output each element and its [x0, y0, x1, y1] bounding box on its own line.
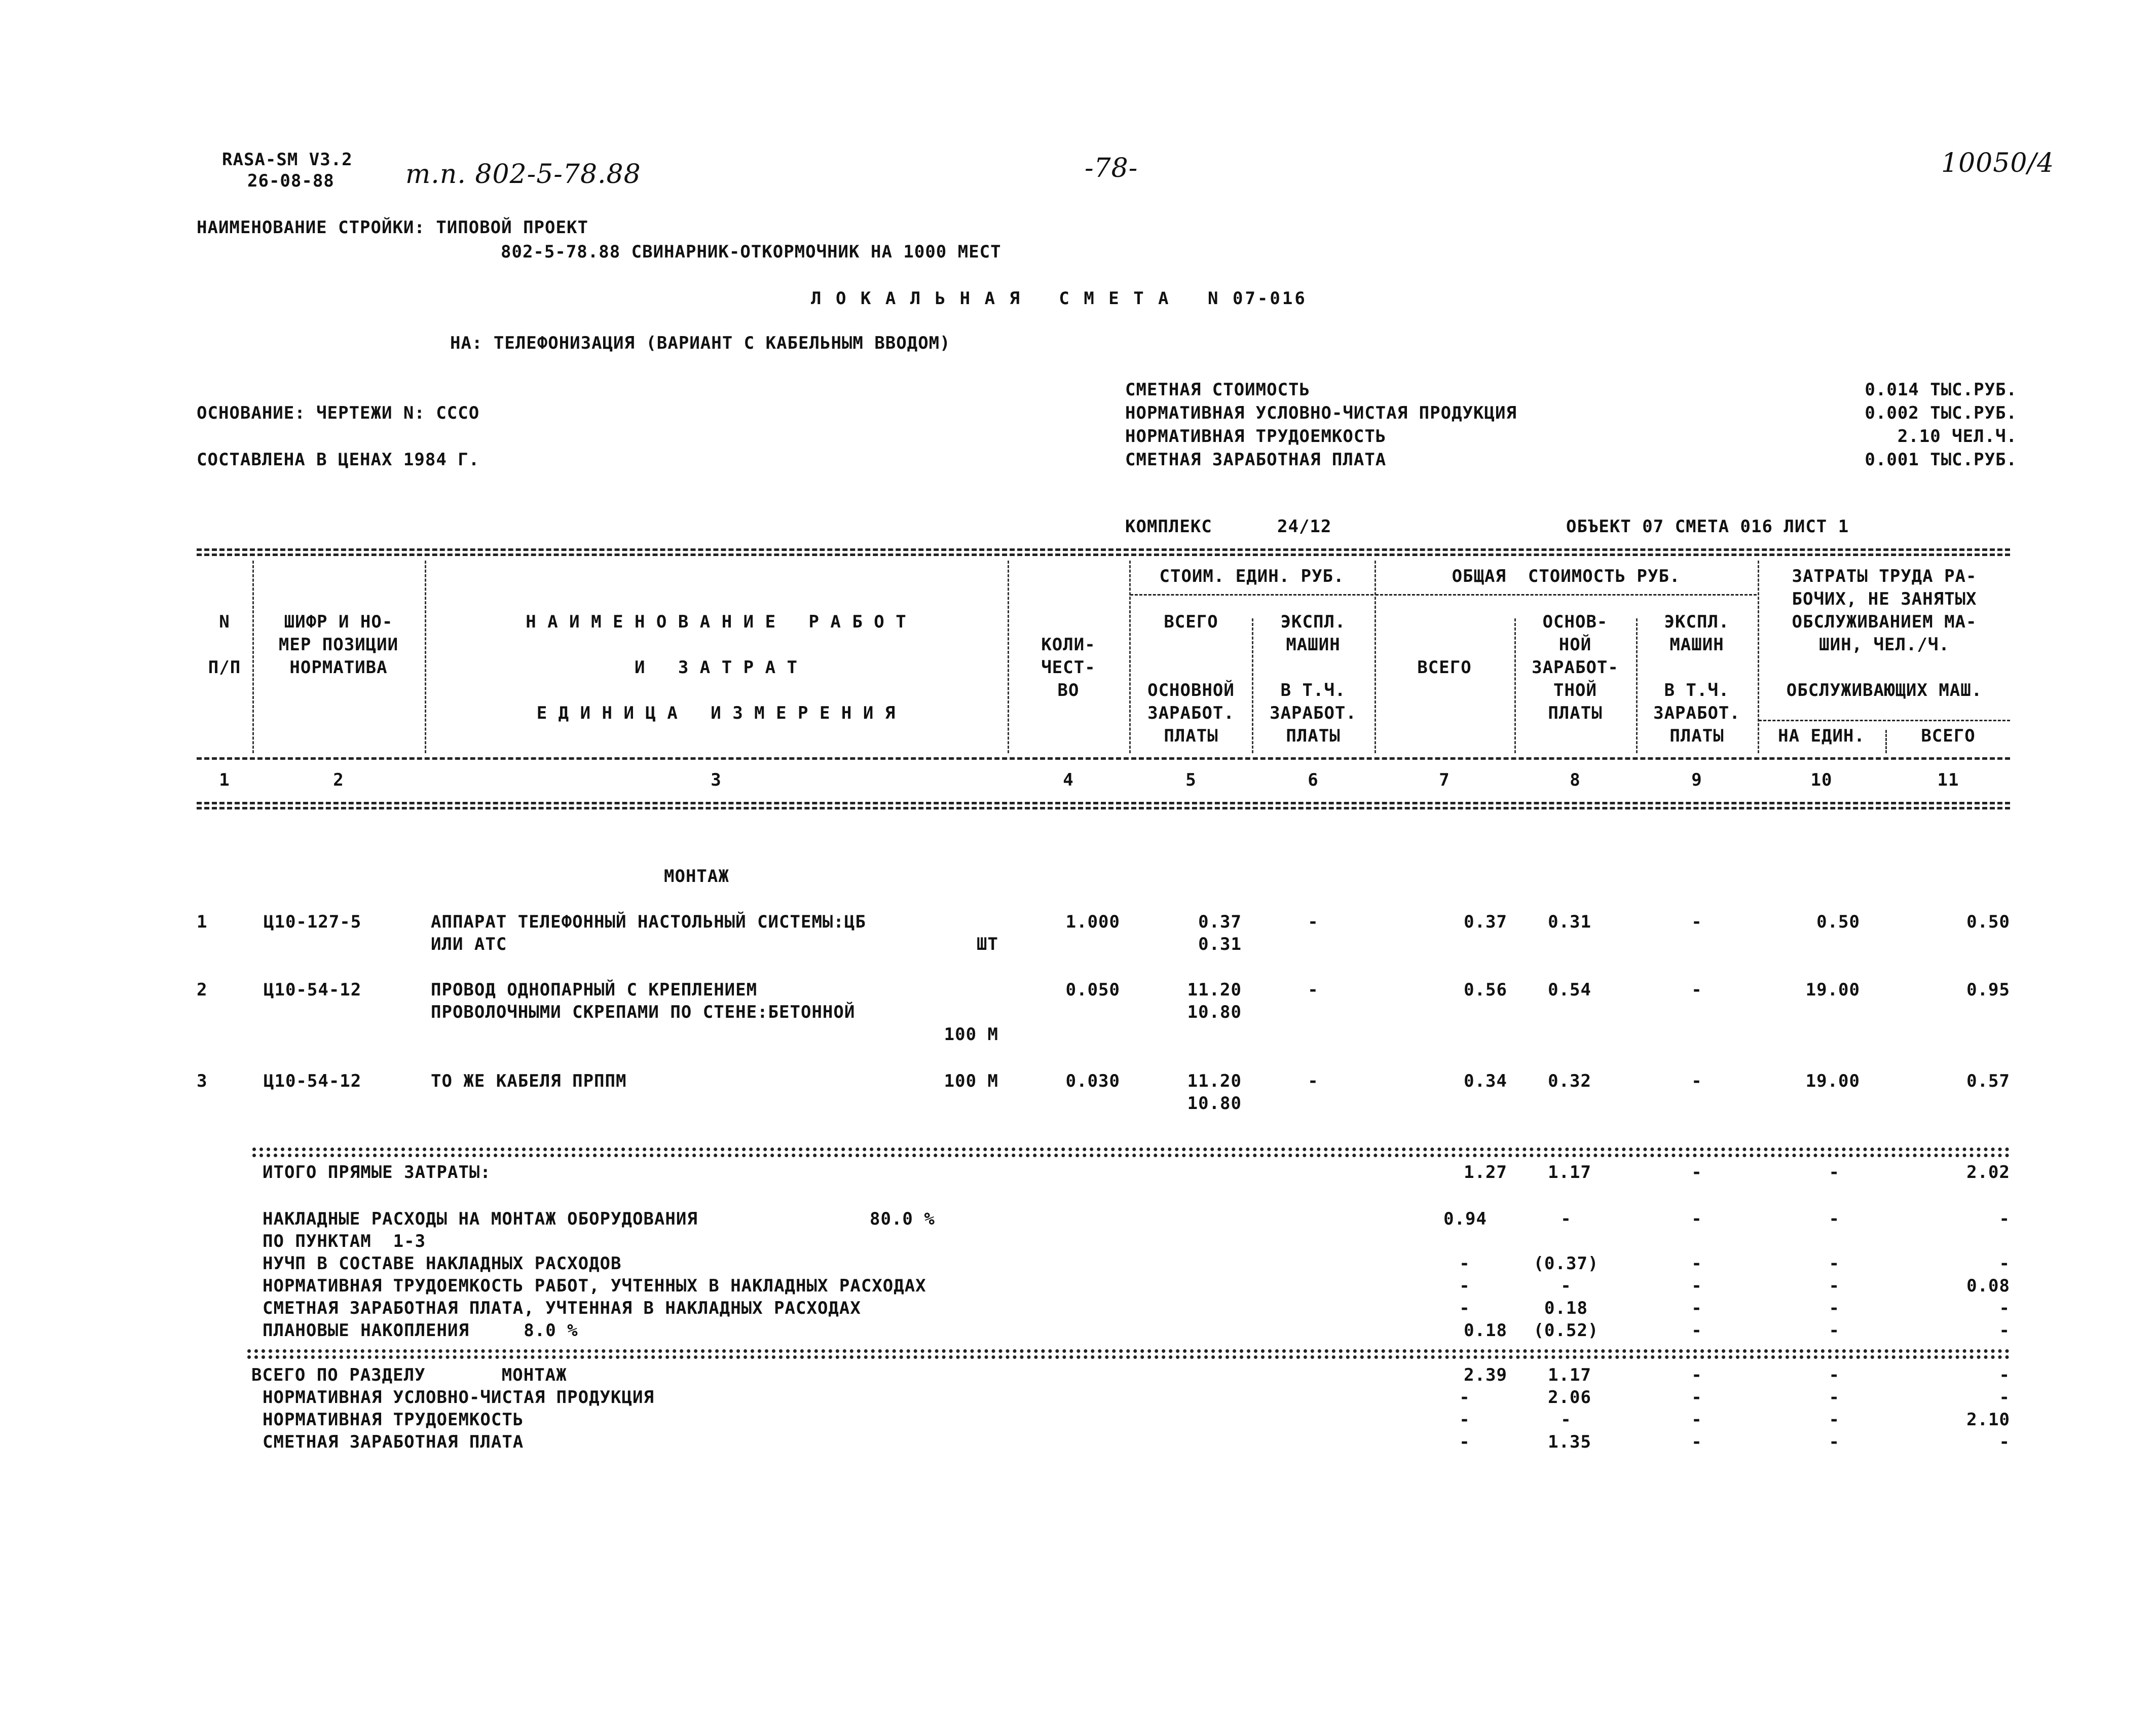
labor-total: 0.50: [1966, 912, 2010, 932]
work-name: АППАРАТ ТЕЛЕФОННЫЙ НАСТОЛЬНЫЙ СИСТЕМЫ:ЦБ: [431, 912, 866, 932]
norm-code: Ц10-54-12: [264, 1071, 362, 1091]
header-group-labor: ШИН, ЧЕЛ./Ч.: [1819, 635, 1950, 655]
total-machines: -: [1691, 1320, 1702, 1341]
total-label: ИТОГО ПРЯМЫЕ ЗАТРАТЫ:: [263, 1162, 491, 1183]
work-name: ТО ЖЕ КАБЕЛЯ ПРППМ: [431, 1071, 627, 1091]
rule-line: [1130, 594, 1373, 596]
total-wages: 0.32: [1548, 1071, 1591, 1091]
header-group-labor: ЗАТРАТЫ ТРУДА РА-: [1792, 566, 1977, 586]
column-number: 4: [1063, 770, 1074, 790]
column-number: 8: [1570, 770, 1581, 790]
section-title: МОНТАЖ: [664, 866, 729, 887]
project-code: т.п. 802-5-78.88: [405, 159, 641, 190]
column-number: 11: [1937, 770, 1959, 790]
labor-total: 0.57: [1966, 1071, 2010, 1091]
quantity: 1.000: [1065, 912, 1120, 932]
header-col-9: ЗАРАБОТ.: [1653, 703, 1740, 723]
total-machines: -: [1691, 1365, 1702, 1385]
quantity: 0.030: [1065, 1071, 1120, 1091]
header-col-quantity: ВО: [1057, 680, 1080, 700]
header-col-6: МАШИН: [1286, 635, 1341, 655]
quantity: 0.050: [1065, 980, 1120, 1000]
header-col-code: ШИФР И НО-: [284, 612, 393, 632]
header-col-6: ЗАРАБОТ.: [1270, 703, 1357, 723]
total-cost: 2.39: [1464, 1365, 1507, 1385]
rule-line: [1759, 720, 2010, 721]
column-divider: [1129, 561, 1131, 753]
total-cost: 0.94: [1443, 1209, 1487, 1229]
unit-cost-machines: -: [1308, 1071, 1319, 1091]
column-number: 5: [1185, 770, 1197, 790]
header-col-name: Е Д И Н И Ц А И З М Е Р Е Н И Я: [536, 703, 896, 723]
labor-total: 2.02: [1966, 1162, 2010, 1183]
labor-per-unit: -: [1829, 1320, 1840, 1341]
column-divider: [425, 561, 426, 753]
total-machines: -: [1691, 912, 1702, 932]
total-label: ПЛАНОВЫЕ НАКОПЛЕНИЯ 8.0 %: [263, 1320, 578, 1341]
labor-total: -: [1999, 1387, 2010, 1408]
total-wages: -: [1560, 1276, 1572, 1296]
norm-code: Ц10-127-5: [264, 912, 362, 932]
dotted-rule: [247, 1355, 2010, 1359]
total-label: ПО ПУНКТАМ 1-3: [263, 1231, 426, 1251]
total-cost: 0.34: [1464, 1071, 1507, 1091]
estimate-title: Л О К А Л Ь Н А Я С М Е Т А N 07-016: [811, 288, 1307, 309]
total-machines: -: [1691, 1410, 1702, 1430]
total-label: НАКЛАДНЫЕ РАСХОДЫ НА МОНТАЖ ОБОРУДОВАНИЯ: [263, 1209, 698, 1229]
rule-line: [197, 553, 2010, 556]
labor-per-unit: 0.50: [1816, 912, 1860, 932]
sheet-reference: 10050/4: [1941, 148, 2055, 178]
rule-line: [197, 802, 2010, 804]
total-machines: -: [1691, 1387, 1702, 1408]
summary-label: СМЕТНАЯ ЗАРАБОТНАЯ ПЛАТА: [1125, 450, 1387, 470]
column-divider: [1374, 561, 1376, 753]
labor-total: -: [1999, 1320, 2010, 1341]
header-col-number: N: [219, 612, 230, 632]
header-col-10: НА ЕДИН.: [1778, 726, 1865, 746]
total-wages: 0.18: [1544, 1298, 1588, 1318]
total-label: НОРМАТИВНАЯ УСЛОВНО-ЧИСТАЯ ПРОДУКЦИЯ: [263, 1387, 654, 1408]
total-label: НОРМАТИВНАЯ ТРУДОЕМКОСТЬ: [263, 1410, 524, 1430]
total-cost: 0.37: [1464, 912, 1507, 932]
total-wages: 1.17: [1548, 1365, 1591, 1385]
labor-per-unit: -: [1829, 1298, 1840, 1318]
total-machines: -: [1691, 1162, 1702, 1183]
labor-total: -: [1999, 1432, 2010, 1452]
labor-total: -: [1999, 1298, 2010, 1318]
rule-line: [197, 757, 2010, 760]
work-name: ПРОВОД ОДНОПАРНЫЙ С КРЕПЛЕНИЕМ: [431, 980, 758, 1000]
header-group-total-cost: ОБЩАЯ СТОИМОСТЬ РУБ.: [1452, 566, 1681, 586]
unit-cost-total: 11.20: [1187, 1071, 1242, 1091]
overhead-percent: 80.0 %: [870, 1209, 935, 1229]
column-divider: [1008, 561, 1009, 753]
total-cost: -: [1459, 1432, 1470, 1452]
labor-total: 2.10: [1966, 1410, 2010, 1430]
dotted-rule: [252, 1148, 2010, 1151]
header-col-8: ЗАРАБОТ-: [1532, 657, 1619, 678]
row-number: 3: [197, 1071, 208, 1091]
total-machines: -: [1691, 1432, 1702, 1452]
header-col-6: ЭКСПЛ.: [1280, 612, 1346, 632]
header-col-9: МАШИН: [1669, 635, 1724, 655]
column-divider: [252, 561, 254, 753]
total-machines: -: [1691, 1209, 1702, 1229]
total-label: ВСЕГО ПО РАЗДЕЛУ МОНТАЖ: [251, 1365, 567, 1385]
labor-per-unit: -: [1829, 1365, 1840, 1385]
labor-per-unit: -: [1829, 1410, 1840, 1430]
header-col-code: МЕР ПОЗИЦИИ: [278, 635, 399, 655]
header-col-9: В Т.Ч.: [1664, 680, 1730, 700]
summary-value: 0.014 ТЫС.РУБ.: [1865, 380, 2017, 400]
header-col-5: ОСНОВНОЙ: [1147, 680, 1235, 700]
labor-total: -: [1999, 1209, 2010, 1229]
unit-cost-machines: -: [1308, 980, 1319, 1000]
header-col-11: ВСЕГО: [1921, 726, 1976, 746]
total-machines: -: [1691, 1253, 1702, 1274]
total-machines: -: [1691, 1276, 1702, 1296]
column-number: 10: [1810, 770, 1833, 790]
header-group-labor: БОЧИХ, НЕ ЗАНЯТЫХ: [1792, 589, 1977, 609]
labor-per-unit: -: [1829, 1209, 1840, 1229]
header-col-6: В Т.Ч.: [1280, 680, 1346, 700]
total-wages: 1.35: [1548, 1432, 1591, 1452]
unit: 100 М: [944, 1024, 998, 1045]
header-col-name: Н А И М Е Н О В А Н И Е Р А Б О Т: [526, 612, 907, 632]
unit-cost-machines: -: [1308, 912, 1319, 932]
construction-name: 802-5-78.88 СВИНАРНИК-ОТКОРМОЧНИК НА 1000 МЕСТ: [501, 242, 1001, 262]
page-number: -78-: [1085, 153, 1138, 183]
labor-per-unit: 19.00: [1805, 980, 1860, 1000]
header-col-8: ОСНОВ-: [1542, 612, 1608, 632]
total-cost: 0.56: [1464, 980, 1507, 1000]
unit-cost-wages: 0.31: [1198, 934, 1242, 954]
total-label: СМЕТНАЯ ЗАРАБОТНАЯ ПЛАТА: [263, 1432, 524, 1452]
summary-label: НОРМАТИВНАЯ УСЛОВНО-ЧИСТАЯ ПРОДУКЦИЯ: [1125, 403, 1517, 423]
header-col-9: ПЛАТЫ: [1669, 726, 1724, 746]
labor-per-unit: -: [1829, 1387, 1840, 1408]
column-divider: [1758, 561, 1759, 753]
summary-label: СМЕТНАЯ СТОИМОСТЬ: [1125, 380, 1310, 400]
program-version: RASA-SM V3.2: [222, 150, 353, 170]
header-col-6: ПЛАТЫ: [1286, 726, 1341, 746]
header-col-7: ВСЕГО: [1417, 657, 1472, 678]
header-col-number: П/П: [208, 657, 241, 678]
total-cost: -: [1459, 1410, 1470, 1430]
complex-value: 24/12: [1277, 516, 1332, 537]
work-name: ПРОВОЛОЧНЫМИ СКРЕПАМИ ПО СТЕНЕ:БЕТОННОЙ: [431, 1002, 856, 1022]
labor-total: 0.08: [1966, 1276, 2010, 1296]
total-cost: -: [1459, 1276, 1470, 1296]
column-number: 2: [333, 770, 344, 790]
header-col-name: И З А Т Р А Т: [634, 657, 798, 678]
total-label: СМЕТНАЯ ЗАРАБОТНАЯ ПЛАТА, УЧТЕННАЯ В НАКЛАДНЫХ РАСХОДАХ: [263, 1298, 861, 1318]
total-cost: -: [1459, 1298, 1470, 1318]
unit-cost-wages: 10.80: [1187, 1002, 1242, 1022]
total-machines: -: [1691, 980, 1702, 1000]
total-wages: 1.17: [1548, 1162, 1591, 1183]
construction-label: НАИМЕНОВАНИЕ СТРОЙКИ: ТИПОВОЙ ПРОЕКТ: [197, 217, 588, 238]
norm-code: Ц10-54-12: [264, 980, 362, 1000]
labor-per-unit: 19.00: [1805, 1071, 1860, 1091]
header-col-8: ПЛАТЫ: [1548, 703, 1603, 723]
labor-per-unit: -: [1829, 1276, 1840, 1296]
labor-per-unit: -: [1829, 1162, 1840, 1183]
row-number: 2: [197, 980, 208, 1000]
rule-line: [197, 548, 2010, 551]
column-number: 1: [219, 770, 230, 790]
header-col-8: ТНОЙ: [1553, 680, 1597, 700]
total-machines: -: [1691, 1298, 1702, 1318]
column-number: 6: [1308, 770, 1319, 790]
header-col-code: НОРМАТИВА: [289, 657, 388, 678]
total-wages: 0.54: [1548, 980, 1591, 1000]
total-wages: 2.06: [1548, 1387, 1591, 1408]
total-wages: -: [1560, 1209, 1572, 1229]
labor-total: -: [1999, 1365, 2010, 1385]
total-wages: 0.31: [1548, 912, 1591, 932]
total-label: НОРМАТИВНАЯ ТРУДОЕМКОСТЬ РАБОТ, УЧТЕННЫХ В НАКЛАДНЫХ РАСХОДАХ: [263, 1276, 926, 1296]
labor-per-unit: -: [1829, 1253, 1840, 1274]
price-level-line: СОСТАВЛЕНА В ЦЕНАХ 1984 Г.: [197, 450, 480, 470]
unit-cost-wages: 10.80: [1187, 1093, 1242, 1114]
dotted-rule: [247, 1349, 2010, 1353]
summary-value: 0.001 ТЫС.РУБ.: [1865, 450, 2017, 470]
work-name: ИЛИ АТС: [431, 934, 507, 954]
rule-line: [197, 807, 2010, 809]
header-col-9: ЭКСПЛ.: [1664, 612, 1730, 632]
rule-line: [1376, 594, 1757, 596]
labor-total: 0.95: [1966, 980, 2010, 1000]
header-group-unit-cost: СТОИМ. ЕДИН. РУБ.: [1159, 566, 1345, 586]
total-wages: (0.52): [1533, 1320, 1599, 1341]
header-col-quantity: ЧЕСТ-: [1041, 657, 1096, 678]
header-col-5: ЗАРАБОТ.: [1147, 703, 1235, 723]
column-number: 9: [1691, 770, 1702, 790]
header-group-labor: ОБСЛУЖИВАНИЕМ МА-: [1792, 612, 1977, 632]
unit: 100 М: [944, 1071, 998, 1091]
row-number: 1: [197, 912, 208, 932]
total-cost: -: [1459, 1253, 1470, 1274]
column-number: 7: [1439, 770, 1450, 790]
header-col-5: ВСЕГО: [1164, 612, 1218, 632]
total-cost: 0.18: [1464, 1320, 1507, 1341]
header-col-5: ПЛАТЫ: [1164, 726, 1218, 746]
complex-label: КОМПЛЕКС: [1125, 516, 1212, 537]
summary-label: НОРМАТИВНАЯ ТРУДОЕМКОСТЬ: [1125, 426, 1387, 447]
total-cost: 1.27: [1464, 1162, 1507, 1183]
column-number: 3: [711, 770, 722, 790]
total-machines: -: [1691, 1071, 1702, 1091]
total-label: НУЧП В СОСТАВЕ НАКЛАДНЫХ РАСХОДОВ: [263, 1253, 622, 1274]
unit: ШТ: [977, 934, 998, 954]
total-wages: -: [1560, 1410, 1572, 1430]
header-col-8: НОЙ: [1558, 635, 1592, 655]
total-cost: -: [1459, 1387, 1470, 1408]
estimate-for: НА: ТЕЛЕФОНИЗАЦИЯ (ВАРИАНТ С КАБЕЛЬНЫМ ВВОДОМ): [450, 333, 951, 353]
summary-value: 0.002 ТЫС.РУБ.: [1865, 403, 2017, 423]
summary-value: 2.10 ЧЕЛ.Ч.: [1897, 426, 2017, 447]
total-wages: (0.37): [1533, 1253, 1599, 1274]
unit-cost-total: 11.20: [1187, 980, 1242, 1000]
labor-total: -: [1999, 1253, 2010, 1274]
print-date: 26-08-88: [247, 171, 335, 191]
basis-line: ОСНОВАНИЕ: ЧЕРТЕЖИ N: СССО: [197, 403, 480, 423]
labor-per-unit: -: [1829, 1432, 1840, 1452]
header-col-quantity: КОЛИ-: [1041, 635, 1096, 655]
unit-cost-total: 0.37: [1198, 912, 1242, 932]
object-estimate-sheet: ОБЪЕКТ 07 СМЕТА 016 ЛИСТ 1: [1566, 516, 1849, 537]
header-group-labor: ОБСЛУЖИВАЮЩИХ МАШ.: [1786, 680, 1983, 700]
dotted-rule: [252, 1154, 2010, 1157]
